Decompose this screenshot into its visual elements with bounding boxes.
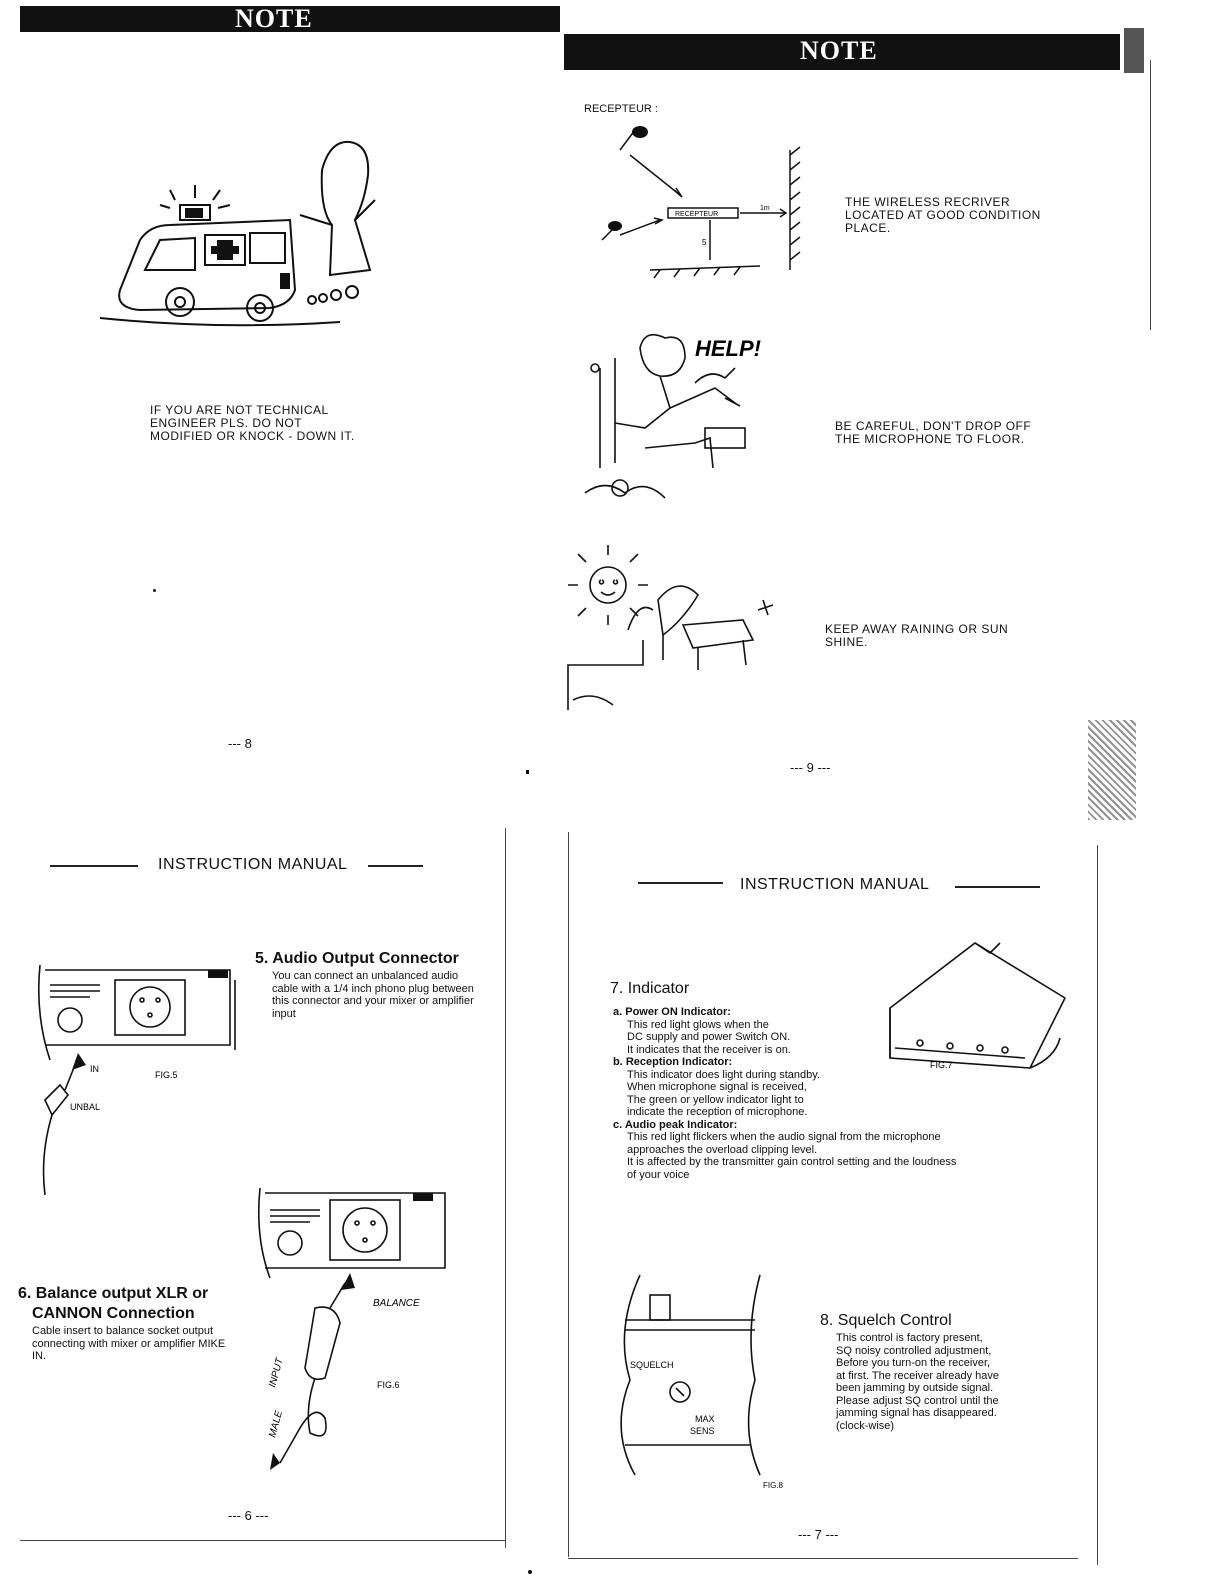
squelch-text: [836, 1332, 1066, 1432]
indicator-b-line: indicate the reception of microphone.: [627, 1106, 808, 1118]
dot: [153, 589, 156, 592]
squelch-line: (clock-wise): [836, 1419, 895, 1432]
indicator-a-line: It indicates that the receiver is on.: [627, 1043, 791, 1056]
section6-title-line2: CANNON Connection: [32, 1305, 195, 1322]
help-label: HELP!: [695, 336, 761, 361]
indicator-c-line: of your voice: [627, 1168, 690, 1181]
note-title-right: NOTE: [800, 36, 878, 65]
section8-title: 8. Squelch Control: [820, 1312, 952, 1329]
bottom-left-page-base: [20, 1540, 505, 1541]
fig6-balanced-connector-diagram: [255, 1178, 475, 1478]
fig5-unbalanced-connector-diagram: [30, 955, 250, 1200]
svg-text:5: 5: [702, 238, 707, 247]
page-number-6: --- 6 ---: [228, 1508, 269, 1523]
sun-rain-illustration: [568, 540, 788, 720]
page-number-9: --- 9 ---: [790, 760, 831, 775]
squelch-line: been jamming by outside signal.: [836, 1382, 994, 1394]
indicator-a-line: DC supply and power Switch ON.: [627, 1031, 791, 1043]
fig5-unbal-label: UNBAL: [70, 1102, 101, 1112]
max-label: MAX: [695, 1414, 715, 1424]
indicator-a-title: a. Power ON Indicator:: [613, 1006, 731, 1018]
ambulance-illustration: [100, 130, 390, 340]
fig8-caption: FIG.8: [763, 1481, 784, 1490]
recepteur-label: RECEPTEUR :: [584, 103, 658, 115]
fig7-receiver-diagram: [880, 938, 1075, 1088]
squelch-label: SQUELCH: [630, 1360, 674, 1370]
squelch-line: SQ noisy controlled adjustment,: [836, 1344, 992, 1357]
instruction-manual-header-left: INSTRUCTION MANUAL: [158, 856, 348, 873]
fig6-input-label: INPUT: [267, 1356, 286, 1389]
note-banner-right: [564, 34, 1120, 70]
bottom-left-hdr-rule-right: [368, 865, 423, 867]
fig7-caption: FIG.7: [930, 1060, 953, 1070]
indicator-c-line: It is affected by the transmitter gain control setting and the loudness: [627, 1156, 957, 1168]
indicator-b-line: When microphone signal is received,: [627, 1081, 807, 1093]
fig6-balance-label: BALANCE: [373, 1298, 420, 1309]
fig5-caption: FIG.5: [155, 1070, 178, 1080]
indicator-b-line: The green or yellow indicator light to: [627, 1093, 804, 1106]
page-number-7: --- 7 ---: [798, 1527, 839, 1542]
squelch-line: at first. The receiver already have: [836, 1369, 1000, 1382]
section6-text: Cable insert to balance socket output connecting with mixer or amplifier MIKE IN.: [32, 1325, 226, 1362]
squelch-line: This control is factory present,: [836, 1332, 983, 1344]
page-edge-right: [1124, 28, 1144, 73]
receiver-placement-diagram: [590, 120, 810, 290]
falling-person-illustration: [585, 328, 795, 518]
bottom-right-page-base: [568, 1558, 1078, 1559]
bottom-right-page-edge-right: [1097, 845, 1098, 1565]
section5-text: You can connect an unbalanced audio cable with a 1/4 inch phono plug between this connector and your mixer or amplifier input: [272, 970, 474, 1020]
squelch-line: Please adjust SQ control until the: [836, 1394, 999, 1407]
bottom-right-hdr-rule-right: [955, 886, 1040, 888]
fig6-male-label: MALE: [267, 1409, 285, 1439]
diagram-receiver-box-label: RECEPTEUR: [675, 211, 719, 218]
instruction-manual-header-right: INSTRUCTION MANUAL: [740, 876, 930, 893]
scan-speck: [528, 1570, 532, 1574]
fig8-squelch-diagram: [610, 1270, 790, 1500]
fig5-in-label: IN: [90, 1064, 99, 1074]
bottom-left-hdr-rule-left: [50, 865, 138, 867]
squelch-line: Before you turn-on the receiver,: [836, 1357, 991, 1369]
scan-speck: [526, 770, 529, 774]
note-banner-left: [20, 6, 560, 32]
bottom-left-page-edge: [505, 828, 506, 1548]
indicator-c-title: c. Audio peak Indicator:: [613, 1118, 738, 1131]
weather-warning-text: KEEP AWAY RAINING OR SUN SHINE.: [825, 622, 1009, 649]
sens-label: SENS: [690, 1426, 715, 1436]
squelch-line: jamming signal has disappeared.: [836, 1407, 997, 1419]
note-title-left: NOTE: [235, 4, 313, 33]
section7-title: 7. Indicator: [610, 980, 690, 997]
indicator-c-line: approaches the overload clipping level.: [627, 1143, 818, 1156]
fig6-caption: FIG.6: [377, 1380, 400, 1390]
wireless-receiver-text: THE WIRELESS RECRIVER LOCATED AT GOOD CONDITION PLACE.: [845, 195, 1041, 235]
svg-text:1m: 1m: [760, 205, 770, 212]
indicator-b-title: b. Reception Indicator:: [613, 1056, 733, 1068]
drop-warning-text: BE CAREFUL, DON'T DROP OFF THE MICROPHONE TO FLOOR.: [835, 419, 1032, 446]
page-number-8: --- 8: [228, 736, 252, 751]
indicator-b-line: This indicator does light during standby.: [627, 1068, 821, 1081]
section5-title: 5. Audio Output Connector: [255, 950, 459, 967]
indicator-c-line: This red light flickers when the audio signal from the microphone: [627, 1131, 941, 1143]
section6-title-line1: 6. Balance output XLR or: [18, 1285, 209, 1302]
indicator-a-line: This red light glows when the: [627, 1018, 769, 1031]
scan-noise-right: [1088, 720, 1136, 820]
technical-warning-text: IF YOU ARE NOT TECHNICAL ENGINEER PLS. DO NOT MODIFIED OR KNOCK - DOWN IT.: [150, 403, 355, 443]
bottom-right-hdr-rule-left: [638, 882, 723, 884]
scan-edge-right: [1150, 60, 1151, 330]
bottom-right-page-edge-left: [568, 832, 569, 1557]
